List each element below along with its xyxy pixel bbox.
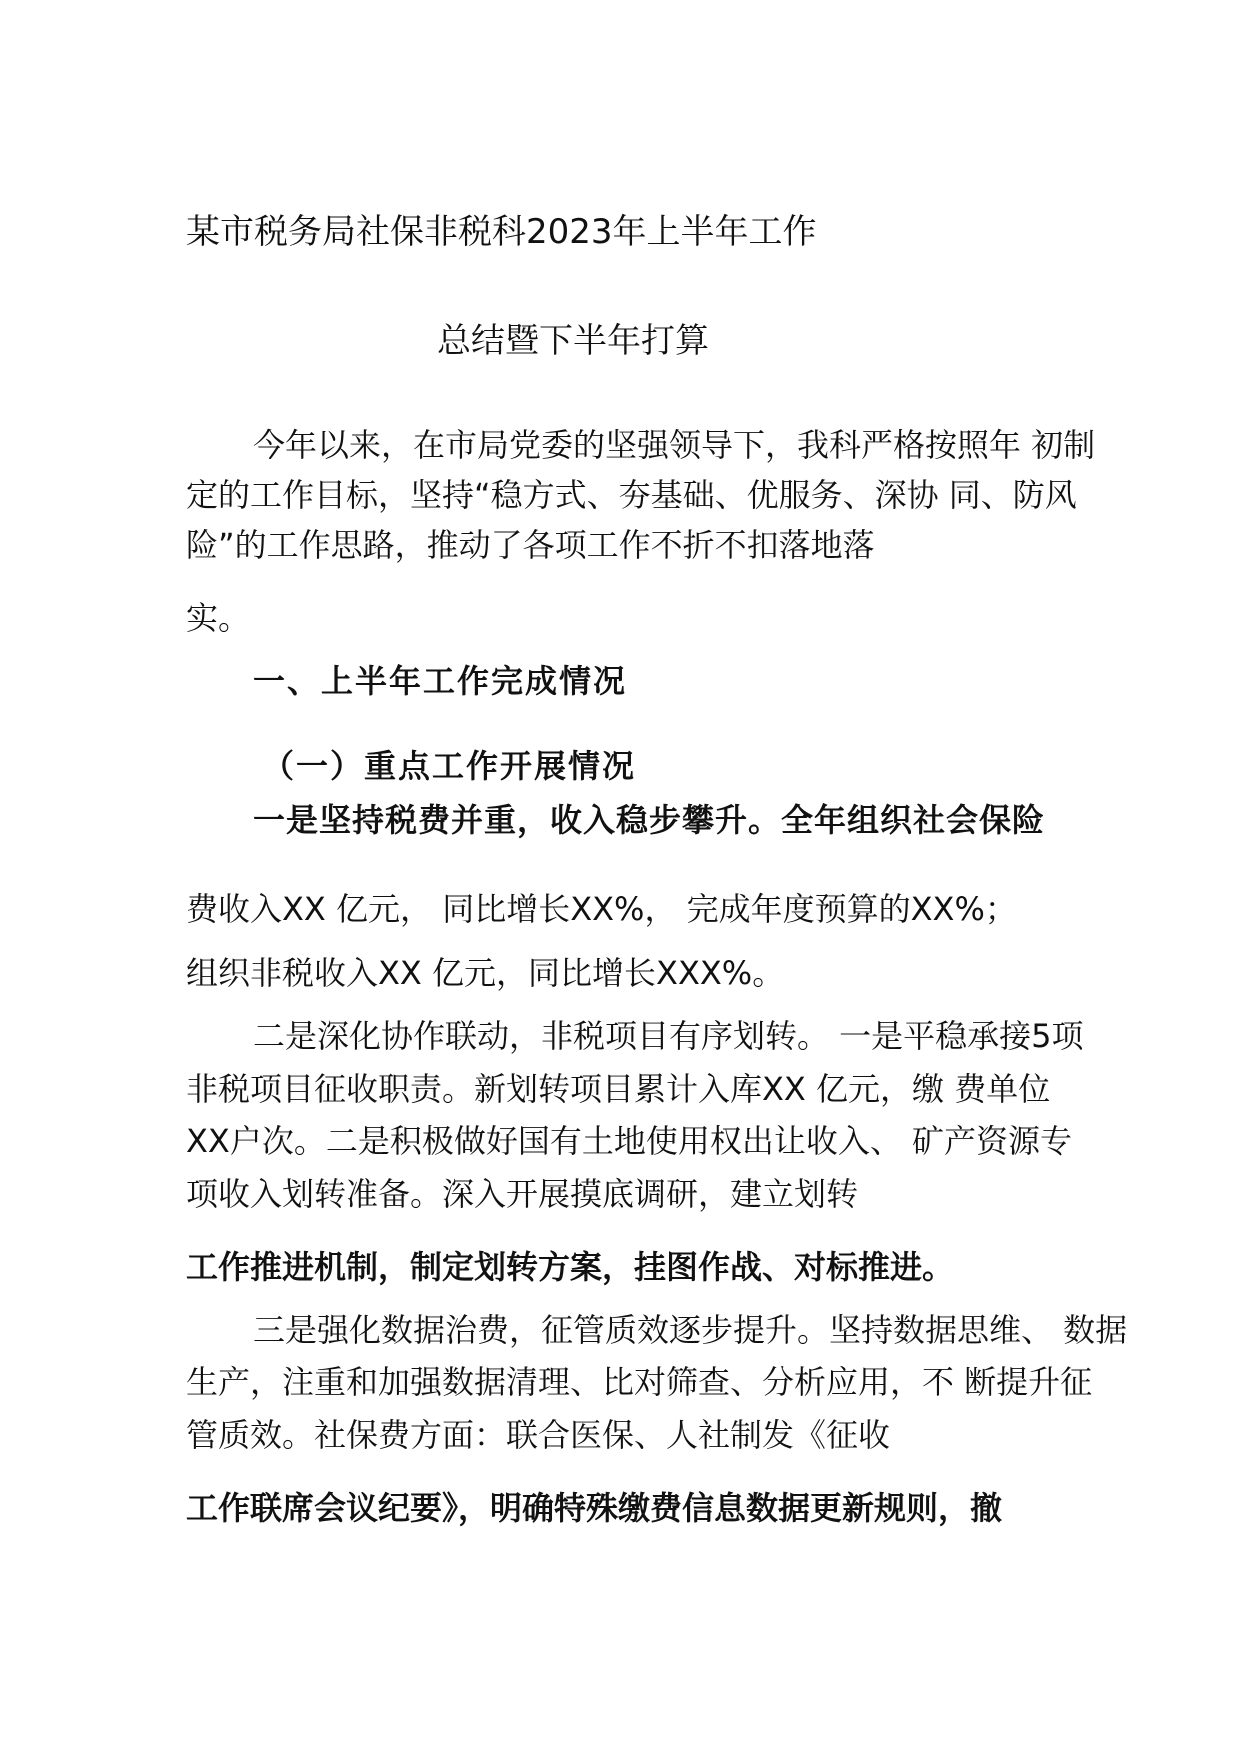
item1-line-1: 一是坚持税费并重，收入稳步攀升。全年组织社会保险 bbox=[253, 801, 1046, 839]
item2-line-4: 项收入划转准备。深入开展摸底调研，建立划转 bbox=[186, 1175, 859, 1213]
document-title-line-2: 总结暨下半年打算 bbox=[437, 321, 709, 361]
item1-line-3: 组织非税收入XX 亿元，同比增长XXX%。 bbox=[186, 954, 785, 992]
item1-line-2: 费收入XX 亿元， 同比增长XX%， 完成年度预算的XX%； bbox=[186, 890, 1017, 928]
item2-line-5: 工作推进机制，制定划转方案，挂图作战、对标推进。 bbox=[186, 1248, 955, 1286]
item2-line-1: 二是深化协作联动，非税项目有序划转。 一是平稳承接5项 bbox=[253, 1017, 1084, 1055]
intro-line-3: 险”的工作思路，推动了各项工作不折不扣落地落 bbox=[186, 526, 875, 564]
section-heading: 一、上半年工作完成情况 bbox=[253, 662, 628, 700]
subsection-heading: （一）重点工作开展情况 bbox=[262, 747, 637, 785]
item2-line-2: 非税项目征收职责。新划转项目累计入库XX 亿元，缴 费单位 bbox=[186, 1070, 1051, 1108]
item3-line-4: 工作联席会议纪要》，明确特殊缴费信息数据更新规则，撤 bbox=[186, 1489, 1003, 1527]
intro-line-4: 实。 bbox=[186, 599, 251, 637]
intro-line-1: 今年以来，在市局党委的坚强领导下，我科严格按照年 初制 bbox=[253, 426, 1096, 464]
item3-line-3: 管质效。社保费方面：联合医保、人社制发《征收 bbox=[186, 1416, 891, 1454]
item3-line-1: 三是强化数据治费，征管质效逐步提升。坚持数据思维、 数据 bbox=[253, 1311, 1128, 1349]
item2-line-3: XX户次。二是积极做好国有土地使用权出让收入、 矿产资源专 bbox=[186, 1122, 1073, 1160]
document-title-line-1: 某市税务局社保非税科2023年上半年工作 bbox=[186, 212, 817, 252]
item3-line-2: 生产，注重和加强数据清理、比对筛查、分析应用，不 断提升征 bbox=[186, 1363, 1093, 1401]
intro-line-2: 定的工作目标，坚持“稳方式、夯基础、优服务、深协 同、防风 bbox=[186, 476, 1077, 514]
